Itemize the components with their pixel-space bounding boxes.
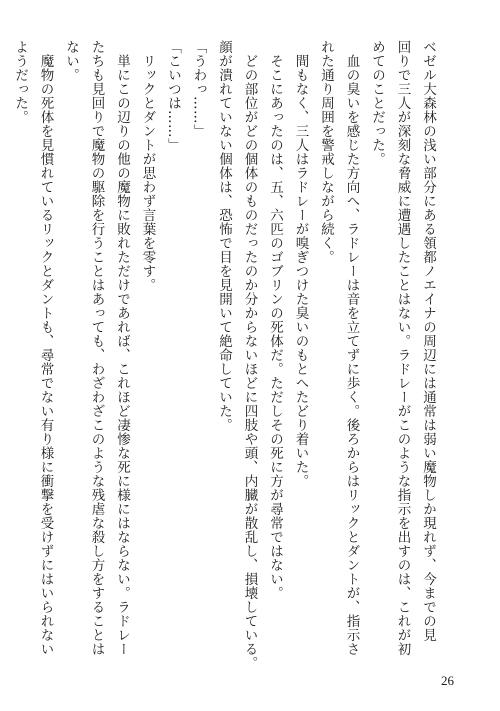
text-line: ベゼル大森林の浅い部分にある領都ノエイナの周辺には通常は弱い魔物しか現れず、今までの見 xyxy=(420,40,436,642)
dialogue-line: 「こいつは……」 xyxy=(165,40,181,152)
text-line: 単にこの辺りの他の魔物に敗れただけであれば、これほど凄惨な死に様にはならない。ラドレー xyxy=(114,40,130,656)
text-line: 血の臭いを感じた方向へ、ラドレーは音を立てずに歩く。後ろからはリックとダントが、指示さ xyxy=(343,40,360,656)
text-line: そこにあったのは、五、六匹のゴブリンの死体だ。ただしその死に方が尋常ではない。 xyxy=(267,40,283,600)
text-line: 顔が潰れていない個体は、恐怖で目を見開いて絶命していた。 xyxy=(216,40,232,432)
text-line: リックとダントが思わず言葉を零す。 xyxy=(139,40,156,292)
vertical-text-body xyxy=(7,40,441,670)
text-line: 間もなく、三人はラドレーが嗅ぎつけた臭いのもとへたどり着いた。 xyxy=(292,40,309,488)
text-line: たちも見回りで魔物の駆除を行うことはあっても、わざわざこのような残虐な殺し方をすることは xyxy=(88,40,105,656)
text-line: めてのことだった。 xyxy=(369,40,385,166)
text-line: ない。 xyxy=(63,40,79,82)
page-number: 26 xyxy=(441,673,454,688)
text-line: どの部位がどの個体のものだったのか分からないほどに四肢や頭、内臓が散乱し、損壊している。 xyxy=(241,40,258,670)
text-line: 魔物の死体を見慣れているリックとダントも、尋常でない有り様に衝撃を受けずにはいられない xyxy=(37,40,54,656)
dialogue-line: 「うわっ……」 xyxy=(190,40,207,138)
text-line: 回りで三人が深刻な脅威に遭遇したことはない。ラドレーがこのような指示を出すのは、これが初 xyxy=(394,40,411,656)
text-line: れた通り周囲を警戒しながら続く。 xyxy=(318,40,334,264)
text-line: ようだった。 xyxy=(12,40,28,124)
